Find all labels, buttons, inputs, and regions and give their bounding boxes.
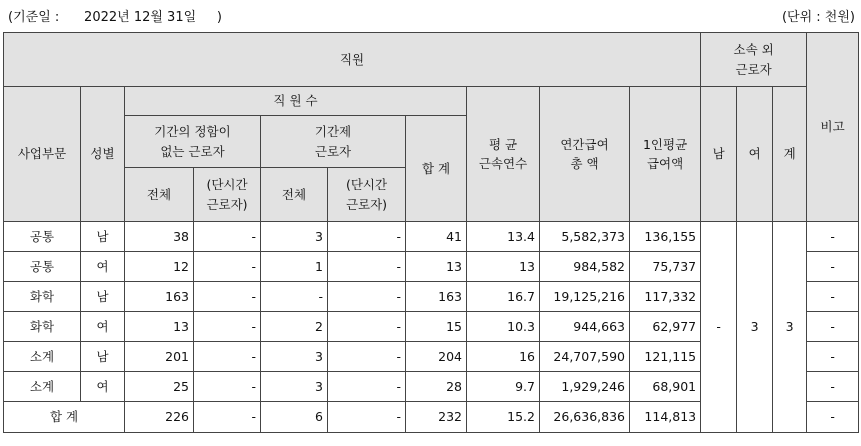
cell-total: 13 [406, 252, 467, 282]
cell-perm-total: 13 [125, 312, 194, 342]
cell-division: 화학 [4, 282, 81, 312]
total-pay-avg: 114,813 [630, 402, 701, 433]
cell-pay-avg: 75,737 [630, 252, 701, 282]
cell-note: - [807, 222, 859, 252]
cell-note: - [807, 252, 859, 282]
header-annual-pay: 연간급여 총 액 [540, 87, 630, 222]
cell-pay-total: 944,663 [540, 312, 630, 342]
cell-perm-total: 201 [125, 342, 194, 372]
cell-tenure: 10.3 [467, 312, 540, 342]
cell-fixed-part: - [328, 222, 406, 252]
total-note: - [807, 402, 859, 433]
cell-pay-avg: 62,977 [630, 312, 701, 342]
cell-fixed-total: 2 [261, 312, 328, 342]
cell-fixed-part: - [328, 342, 406, 372]
cell-outsourced-sum: 3 [773, 222, 807, 433]
total-fixed-part: - [328, 402, 406, 433]
header-note: 비고 [807, 33, 859, 222]
header-female: 여 [737, 87, 773, 222]
cell-perm-part: - [194, 222, 261, 252]
cell-fixed-total: 3 [261, 372, 328, 402]
cell-perm-part: - [194, 312, 261, 342]
cell-gender: 여 [81, 372, 125, 402]
base-date: (기준일 : 2022년 12월 31일 ) [8, 10, 222, 25]
cell-tenure: 13.4 [467, 222, 540, 252]
header-fixed-term: 기간제 근로자 [261, 116, 406, 168]
cell-fixed-total: 3 [261, 222, 328, 252]
cell-total: 28 [406, 372, 467, 402]
total-total: 232 [406, 402, 467, 433]
table-caption [0, 0, 861, 30]
header-gender: 성별 [81, 87, 125, 222]
header-sum: 계 [773, 87, 807, 222]
cell-total: 41 [406, 222, 467, 252]
cell-pay-avg: 136,155 [630, 222, 701, 252]
cell-division: 소계 [4, 342, 81, 372]
cell-outsourced-female: 3 [737, 222, 773, 433]
header-division: 사업부문 [4, 87, 81, 222]
table-row [4, 222, 859, 252]
cell-total: 204 [406, 342, 467, 372]
cell-pay-avg: 117,332 [630, 282, 701, 312]
header-perm-part-time: (단시간 근로자) [194, 168, 261, 222]
total-perm-part: - [194, 402, 261, 433]
cell-outsourced-male: - [701, 222, 737, 433]
cell-tenure: 16 [467, 342, 540, 372]
total-label: 합 계 [4, 402, 125, 433]
cell-fixed-total: 1 [261, 252, 328, 282]
cell-note: - [807, 282, 859, 312]
cell-perm-part: - [194, 252, 261, 282]
cell-tenure: 16.7 [467, 282, 540, 312]
header-headcount: 직 원 수 [125, 87, 467, 116]
cell-perm-part: - [194, 342, 261, 372]
cell-perm-total: 38 [125, 222, 194, 252]
cell-gender: 남 [81, 282, 125, 312]
cell-gender: 남 [81, 342, 125, 372]
cell-perm-total: 163 [125, 282, 194, 312]
cell-pay-total: 984,582 [540, 252, 630, 282]
header-employees: 직원 [4, 33, 701, 87]
cell-fixed-total: - [261, 282, 328, 312]
total-perm-total: 226 [125, 402, 194, 433]
cell-perm-total: 25 [125, 372, 194, 402]
cell-pay-avg: 68,901 [630, 372, 701, 402]
cell-note: - [807, 372, 859, 402]
cell-tenure: 13 [467, 252, 540, 282]
cell-pay-total: 19,125,216 [540, 282, 630, 312]
cell-fixed-part: - [328, 282, 406, 312]
cell-pay-avg: 121,115 [630, 342, 701, 372]
total-pay-total: 26,636,836 [540, 402, 630, 433]
total-fixed-total: 6 [261, 402, 328, 433]
total-tenure: 15.2 [467, 402, 540, 433]
cell-pay-total: 1,929,246 [540, 372, 630, 402]
cell-fixed-part: - [328, 312, 406, 342]
cell-gender: 여 [81, 312, 125, 342]
header-avg-tenure: 평 균 근속연수 [467, 87, 540, 222]
cell-gender: 남 [81, 222, 125, 252]
header-avg-pay: 1인평균 급여액 [630, 87, 701, 222]
cell-fixed-total: 3 [261, 342, 328, 372]
cell-total: 163 [406, 282, 467, 312]
cell-note: - [807, 312, 859, 342]
cell-fixed-part: - [328, 372, 406, 402]
cell-perm-part: - [194, 372, 261, 402]
unit-label: (단위 : 천원) [781, 10, 855, 25]
cell-fixed-part: - [328, 252, 406, 282]
header-outsourced: 소속 외 근로자 [701, 33, 807, 87]
cell-total: 15 [406, 312, 467, 342]
cell-division: 공통 [4, 252, 81, 282]
cell-pay-total: 5,582,373 [540, 222, 630, 252]
cell-gender: 여 [81, 252, 125, 282]
header-male: 남 [701, 87, 737, 222]
cell-tenure: 9.7 [467, 372, 540, 402]
cell-division: 화학 [4, 312, 81, 342]
header-fixed-part-time: (단시간 근로자) [328, 168, 406, 222]
header-permanent: 기간의 정함이 없는 근로자 [125, 116, 261, 168]
cell-note: - [807, 342, 859, 372]
cell-perm-part: - [194, 282, 261, 312]
header-fixed-all: 전체 [261, 168, 328, 222]
header-perm-all: 전체 [125, 168, 194, 222]
cell-perm-total: 12 [125, 252, 194, 282]
employee-status-table [3, 32, 859, 433]
cell-division: 공통 [4, 222, 81, 252]
header-total: 합 계 [406, 116, 467, 222]
cell-pay-total: 24,707,590 [540, 342, 630, 372]
cell-division: 소계 [4, 372, 81, 402]
